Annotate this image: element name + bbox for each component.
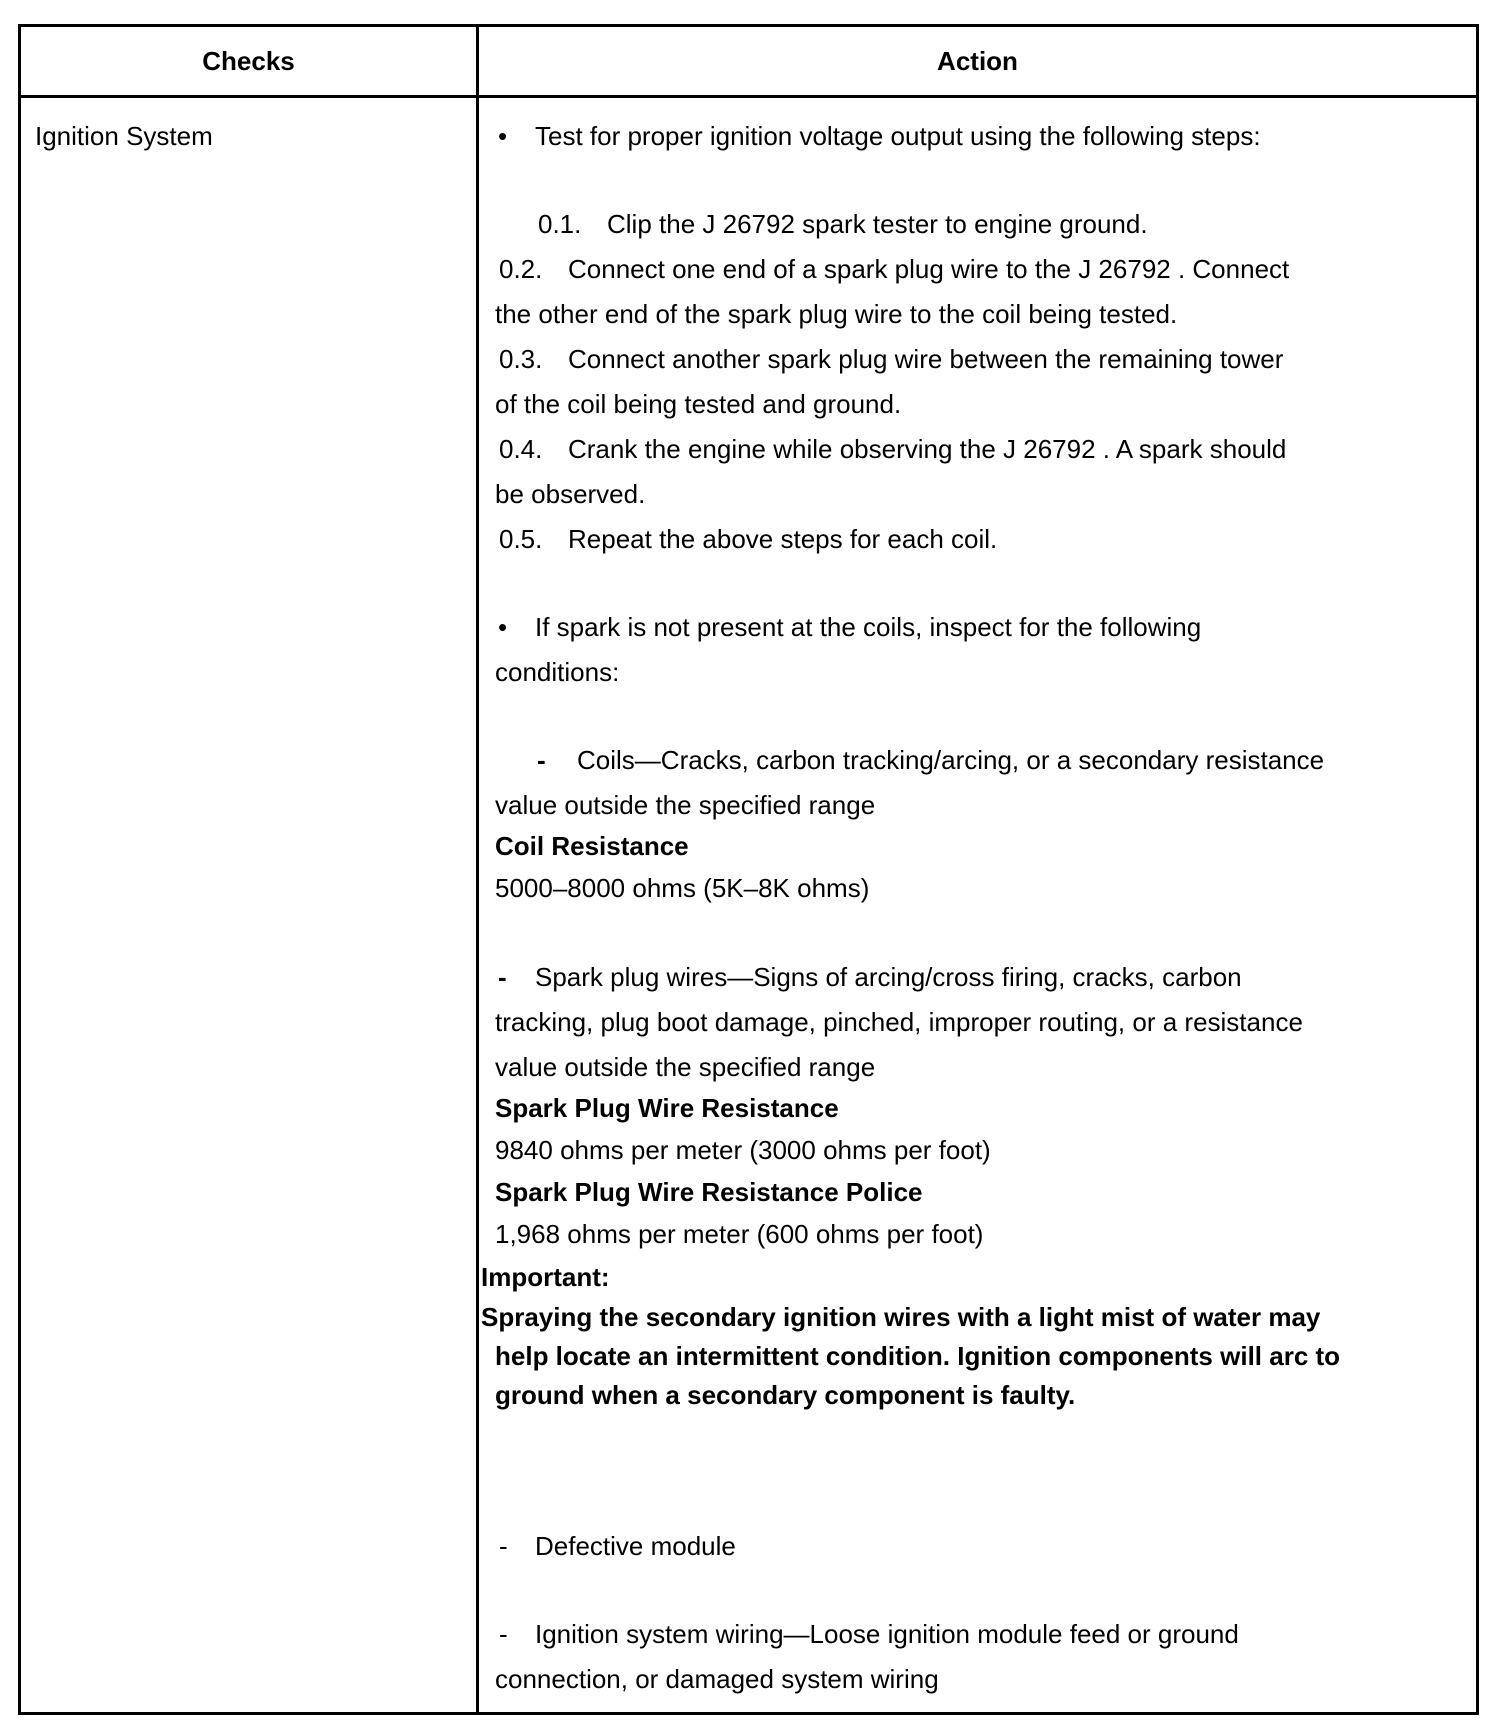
checks-action-table xyxy=(18,24,1479,1715)
condition-text-continued: value outside the specified range xyxy=(495,790,876,820)
step-number: 0.1. xyxy=(538,209,582,239)
condition-text-continued: value outside the specified range xyxy=(495,1052,876,1082)
dash-marker: - xyxy=(499,1531,508,1561)
condition-spark-plug-wires: Spark plug wires—Signs of arcing/cross firing, cracks, carbon xyxy=(535,962,1242,992)
important-label: Important: xyxy=(481,1262,610,1292)
step-number: 0.2. xyxy=(499,254,543,284)
dash-marker: - xyxy=(498,962,507,992)
step-text: Clip the J 26792 spark tester to engine ground. xyxy=(607,209,1148,239)
bullet-marker: • xyxy=(498,612,508,642)
dash-marker: - xyxy=(499,1619,508,1649)
bullet-spark-not-present: If spark is not present at the coils, inspect for the following xyxy=(535,612,1202,642)
important-note-line: Spraying the secondary ignition wires with a light mist of water may xyxy=(481,1302,1321,1332)
step-number: 0.4. xyxy=(499,434,543,464)
condition-text-continued: tracking, plug boot damage, pinched, improper routing, or a resistance xyxy=(495,1007,1303,1037)
column-divider xyxy=(476,27,479,1712)
step-text-continued: be observed. xyxy=(495,479,646,509)
bullet-text-continued: conditions: xyxy=(495,657,620,687)
bullet-test-ignition-voltage: Test for proper ignition voltage output using the following steps: xyxy=(535,121,1261,151)
step-text: Crank the engine while observing the J 26792 . A spark should xyxy=(568,434,1287,464)
step-number: 0.5. xyxy=(499,524,543,554)
check-ignition-system: Ignition System xyxy=(35,121,213,151)
important-note-line: ground when a secondary component is faulty. xyxy=(495,1380,1076,1410)
spec-value-wire-resistance: 9840 ohms per meter (3000 ohms per foot) xyxy=(495,1135,991,1165)
condition-ignition-wiring: Ignition system wiring—Loose ignition module feed or ground xyxy=(535,1619,1239,1649)
dash-marker: - xyxy=(537,745,546,775)
spec-label-coil-resistance: Coil Resistance xyxy=(495,831,689,861)
header-divider xyxy=(21,95,1476,98)
spec-value-wire-resistance-police: 1,968 ohms per meter (600 ohms per foot) xyxy=(495,1219,984,1249)
bullet-marker: • xyxy=(498,121,508,151)
header-action: Action xyxy=(937,46,1018,76)
step-text-continued: of the coil being tested and ground. xyxy=(495,389,902,419)
condition-defective-module: Defective module xyxy=(535,1531,736,1561)
spec-value-coil-resistance: 5000–8000 ohms (5K–8K ohms) xyxy=(495,873,870,903)
step-text: Repeat the above steps for each coil. xyxy=(568,524,998,554)
spec-label-wire-resistance-police: Spark Plug Wire Resistance Police xyxy=(495,1177,923,1207)
header-checks: Checks xyxy=(202,46,295,76)
condition-coils: Coils—Cracks, carbon tracking/arcing, or a secondary resistance xyxy=(577,745,1325,775)
step-text: Connect another spark plug wire between the remaining tower xyxy=(568,344,1284,374)
step-text: Connect one end of a spark plug wire to the J 26792 . Connect xyxy=(568,254,1290,284)
step-text-continued: the other end of the spark plug wire to the coil being tested. xyxy=(495,299,1178,329)
important-note-line: help locate an intermittent condition. Ignition components will arc to xyxy=(495,1341,1341,1371)
step-number: 0.3. xyxy=(499,344,543,374)
spec-label-wire-resistance: Spark Plug Wire Resistance xyxy=(495,1093,839,1123)
condition-text-continued: connection, or damaged system wiring xyxy=(495,1664,939,1694)
